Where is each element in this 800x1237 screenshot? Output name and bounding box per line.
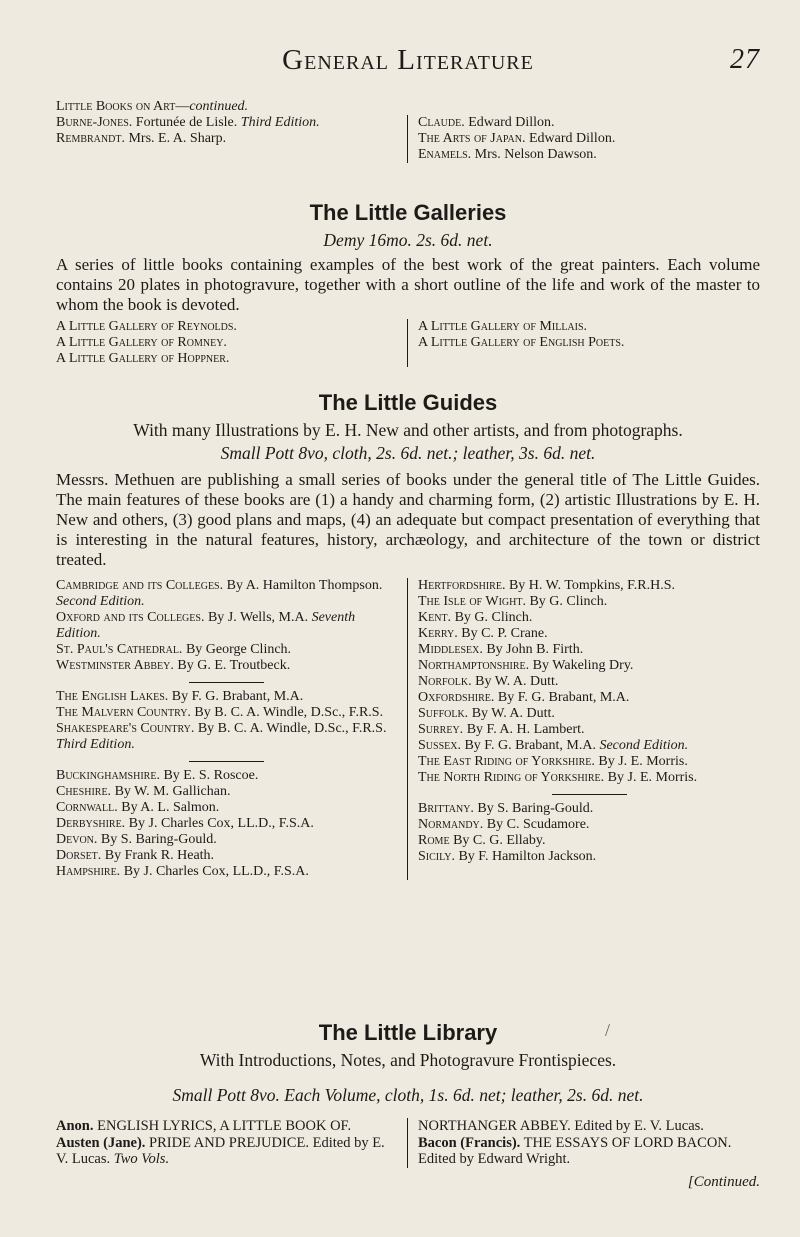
entry-title: Buckinghamshire.	[56, 768, 160, 783]
entry-title: Derbyshire.	[56, 816, 126, 831]
library-right	[408, 1118, 760, 1168]
entry-author: By H. W. Tompkins, F.R.H.S.	[505, 578, 676, 593]
entry-author: Mrs. Nelson Dawson.	[471, 147, 597, 162]
catalog-entry	[56, 131, 397, 147]
little-books-section	[56, 99, 760, 163]
catalog-entry	[418, 722, 760, 738]
entry-edition: Second Edition.	[56, 594, 145, 609]
entry-author: ENGLISH LYRICS, A LITTLE BOOK OF.	[93, 1118, 352, 1134]
entry-title: Hertfordshire.	[418, 578, 506, 593]
entry-edition: Second Edition.	[599, 738, 689, 753]
entry-author: By A. Hamilton Thompson.	[223, 578, 383, 593]
entry-title: Normandy.	[418, 817, 484, 832]
catalog-entry	[56, 768, 397, 784]
library-subline: With Introductions, Notes, and Photogravure Frontispieces.	[199, 1050, 617, 1070]
entry-title: A Little Gallery of Millais.	[418, 319, 588, 334]
entry-author: By W. A. Dutt.	[468, 706, 555, 721]
entry-author: By Wakeling Dry.	[529, 658, 634, 673]
entry-title: Dorset.	[56, 848, 102, 863]
entry-title: Northamptonshire.	[418, 658, 530, 673]
entry-title: A Little Gallery of Hoppner.	[56, 351, 230, 366]
entry-title: The Isle of Wight.	[418, 594, 526, 609]
entry-title: The North Riding of Yorkshire.	[418, 770, 605, 785]
header-title: General Literature	[282, 44, 534, 76]
entry-title: Claude.	[418, 115, 465, 130]
entry-author: By F. Hamilton Jackson.	[454, 849, 597, 864]
entry-author: By John B. Firth.	[482, 642, 584, 657]
catalog-entry	[56, 816, 397, 832]
entry-title: Kent.	[418, 610, 452, 625]
catalog-entry	[56, 610, 397, 642]
galleries-price-line	[56, 230, 760, 251]
guides-right	[408, 578, 760, 880]
galleries-left	[56, 319, 408, 367]
guides-left	[56, 578, 408, 880]
entry-author: By G. Clinch.	[451, 610, 533, 625]
catalog-entry	[56, 1135, 397, 1168]
entry-author: By F. A. H. Lambert.	[463, 722, 585, 737]
library-left	[56, 1118, 408, 1168]
entry-title: Oxford and its Colleges.	[56, 610, 205, 625]
catalog-entry	[418, 738, 760, 754]
entry-author: By F. G. Brabant, M.A.	[460, 738, 600, 753]
catalog-entry	[56, 642, 397, 658]
entry-author: THE ESSAYS OF LORD BACON. Edited by Edward Wright.	[418, 1134, 732, 1167]
catalog-entry	[418, 319, 760, 335]
entry-author: By J. Charles Cox, LL.D., F.S.A.	[125, 816, 314, 831]
entry-title: Cambridge and its Colleges.	[56, 578, 224, 593]
catalog-entry	[418, 610, 760, 626]
entry-author: NORTHANGER ABBEY. Edited by E. V. Lucas.	[418, 1118, 704, 1134]
entry-author: By S. Baring-Gould.	[473, 801, 594, 816]
entry-title: Anon.	[56, 1118, 94, 1134]
entry-title: Cornwall.	[56, 800, 118, 815]
catalog-entry	[418, 1118, 760, 1135]
entry-title: Hampshire.	[56, 864, 121, 879]
catalog-entry	[418, 849, 760, 865]
entry-title: Shakespeare's Country.	[56, 721, 195, 736]
catalog-entry	[418, 754, 760, 770]
catalog-entry	[56, 689, 397, 705]
catalog-entry	[418, 658, 760, 674]
galleries-price: 2s. 6d. net.	[411, 230, 493, 250]
library-columns	[56, 1118, 760, 1168]
entry-title: Westminster Abbey.	[56, 658, 174, 673]
entry-author: Mrs. E. A. Sharp.	[124, 131, 227, 146]
entry-title: The Arts of Japan.	[418, 131, 526, 146]
galleries-format: Demy 16mo.	[323, 230, 412, 250]
entry-title: Rembrandt.	[56, 131, 125, 146]
entry-author: By J. Charles Cox, LL.D., F.S.A.	[120, 864, 309, 879]
page-number: 27	[730, 44, 760, 75]
galleries-section	[56, 200, 760, 367]
entry-title: Suffolk.	[418, 706, 469, 721]
catalog-entry	[56, 832, 397, 848]
guides-heading: The Little Guides	[318, 390, 498, 415]
entry-author: By J. Wells, M.A.	[204, 610, 312, 625]
catalog-entry	[418, 833, 760, 849]
entry-title: The East Riding of Yorkshire.	[418, 754, 595, 769]
entry-title: Oxfordshire.	[418, 690, 495, 705]
galleries-heading: The Little Galleries	[309, 200, 507, 225]
entry-author: By C. P. Crane.	[457, 626, 548, 641]
entry-title: Norfolk.	[418, 674, 472, 689]
entry-edition: Two Vols.	[113, 1151, 170, 1167]
catalog-entry	[418, 674, 760, 690]
entry-author: Edward Dillon.	[525, 131, 616, 146]
library-price-line: Small Pott 8vo. Each Volume, cloth, 1s. 6d. net; leather, 2s. 6d. net.	[172, 1085, 644, 1105]
entry-title: Sicily.	[418, 849, 455, 864]
entry-author: By S. Baring-Gould.	[97, 832, 217, 847]
catalog-entry	[418, 706, 760, 722]
entry-title: Rome	[418, 833, 450, 848]
entry-author: PRIDE AND PREJUDICE. Edited by E. V. Lucas.	[56, 1134, 385, 1167]
group-rule	[189, 682, 264, 683]
entry-author: Fortunée de Lisle.	[132, 115, 241, 130]
entry-title: Burne-Jones.	[56, 115, 133, 130]
catalog-entry	[56, 800, 397, 816]
entry-edition: Third Edition.	[56, 737, 135, 752]
little-books-right	[408, 115, 760, 163]
guides-description: Messrs. Methuen are publishing a small series of books under the general title of The Little Guides. The main features of these books are (1) a handy and charming form, (2) artistic Illustrations by E. H. New and others, (3) good plans and maps, (4) an adequate but compact presentation of everything that is interesting in the natural features, history, archæology, and architecture of the town or district treated.	[56, 470, 760, 569]
catalog-entry	[56, 319, 397, 335]
group-rule	[189, 761, 264, 762]
catalog-entry	[418, 817, 760, 833]
catalog-entry	[418, 1135, 760, 1168]
library-heading: The Little Library	[318, 1020, 498, 1045]
catalog-entry	[56, 784, 397, 800]
catalog-entry	[56, 864, 397, 880]
entry-author: By W. A. Dutt.	[471, 674, 559, 689]
entry-title: Enamels.	[418, 147, 472, 162]
catalog-entry	[56, 705, 397, 721]
entry-edition: Third Edition.	[240, 115, 320, 130]
continued-label: continued.	[189, 99, 249, 114]
guides-section	[56, 390, 760, 880]
galleries-right	[408, 319, 760, 367]
galleries-columns	[56, 319, 760, 367]
entry-title: Surrey.	[418, 722, 464, 737]
entry-author: By George Clinch.	[182, 642, 292, 657]
margin-mark: /	[604, 1020, 610, 1040]
catalog-entry	[418, 642, 760, 658]
catalog-entry	[418, 131, 760, 147]
catalog-entry	[56, 578, 397, 610]
catalog-entry	[418, 147, 760, 163]
little-books-left	[56, 115, 408, 163]
catalog-entry	[56, 1118, 397, 1135]
catalog-entry	[418, 801, 760, 817]
entry-title: Kerry.	[418, 626, 458, 641]
catalog-entry	[418, 335, 760, 351]
little-books-columns	[56, 115, 760, 163]
library-section	[56, 1020, 760, 1191]
entry-author: By Frank R. Heath.	[101, 848, 215, 863]
catalog-entry	[418, 690, 760, 706]
entry-title: Brittany.	[418, 801, 474, 816]
entry-author: By G. E. Troutbeck.	[173, 658, 291, 673]
catalog-entry	[418, 115, 760, 131]
catalog-entry	[56, 335, 397, 351]
entry-author: By A. L. Salmon.	[117, 800, 220, 815]
entry-title: The English Lakes.	[56, 689, 169, 704]
catalog-entry	[56, 848, 397, 864]
entry-author: Edward Dillon.	[464, 115, 555, 130]
entry-author: By G. Clinch.	[525, 594, 608, 609]
entry-title: A Little Gallery of Reynolds.	[56, 319, 237, 334]
entry-author: By J. E. Morris.	[594, 754, 688, 769]
entry-author: By W. M. Gallichan.	[111, 784, 231, 799]
catalog-entry	[56, 351, 397, 367]
entry-author: By F. G. Brabant, M.A.	[168, 689, 304, 704]
entry-title: Devon.	[56, 832, 98, 847]
catalog-entry	[56, 115, 397, 131]
guides-subline: With many Illustrations by E. H. New and other artists, and from photographs.	[133, 420, 683, 440]
entry-title: Sussex.	[418, 738, 461, 753]
entry-author: By B. C. A. Windle, D.Sc., F.R.S.	[194, 721, 387, 736]
continued-note: [Continued.	[687, 1173, 760, 1190]
galleries-description: A series of little books containing examples of the best work of the great painters. Each volume contains 20 plates in photogravure, together with a short outline of the life and work of the master to whom the book is devoted.	[56, 255, 760, 314]
guides-price-line: Small Pott 8vo, cloth, 2s. 6d. net.; leather, 3s. 6d. net.	[220, 443, 596, 463]
entry-title: St. Paul's Cathedral.	[56, 642, 183, 657]
catalog-entry	[418, 626, 760, 642]
entry-title: Cheshire.	[56, 784, 112, 799]
entry-title: Bacon (Francis).	[418, 1134, 521, 1151]
catalog-entry	[418, 578, 760, 594]
entry-title: Middlesex.	[418, 642, 483, 657]
catalog-entry	[56, 721, 397, 753]
catalog-entry	[56, 658, 397, 674]
entry-author: By B. C. A. Windle, D.Sc., F.R.S.	[190, 705, 384, 720]
catalog-entry	[418, 594, 760, 610]
catalog-entry	[418, 770, 760, 786]
entry-edition: Seventh Edition.	[56, 610, 356, 641]
entry-author: By C. G. Ellaby.	[449, 833, 546, 848]
running-section-title: Little Books on Art—	[56, 99, 190, 114]
group-rule	[552, 794, 627, 795]
entry-title: The Malvern Country.	[56, 705, 191, 720]
entry-author: By J. E. Morris.	[604, 770, 698, 785]
entry-author: By C. Scudamore.	[483, 817, 590, 832]
entry-author: By F. G. Brabant, M.A.	[494, 690, 630, 705]
entry-title: A Little Gallery of Romney.	[56, 335, 227, 350]
guides-columns	[56, 578, 760, 880]
entry-title: A Little Gallery of English Poets.	[418, 335, 625, 350]
entry-title: Austen (Jane).	[56, 1134, 146, 1151]
entry-author: By E. S. Roscoe.	[159, 768, 259, 783]
running-header	[56, 44, 760, 78]
